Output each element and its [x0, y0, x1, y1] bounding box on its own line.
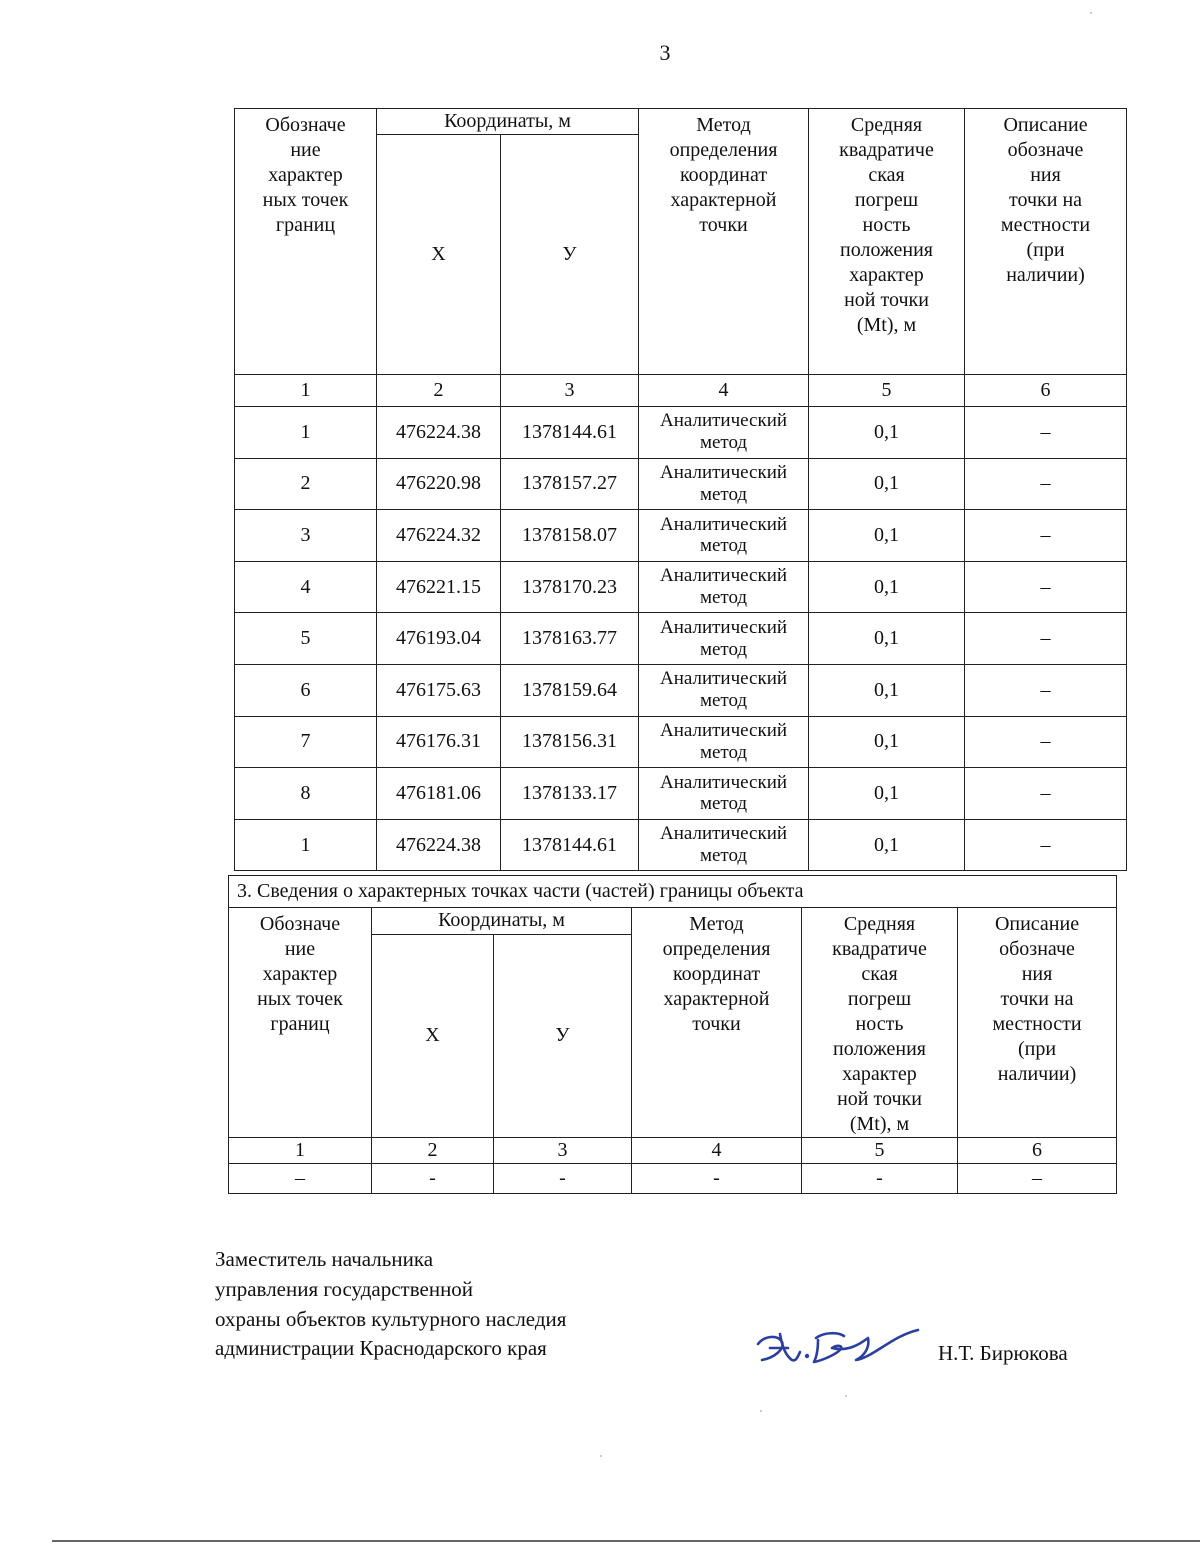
signatory-position: [215, 1245, 566, 1364]
y-coordinate: 1378156.31: [501, 716, 639, 768]
y-coordinate: 1378163.77: [501, 613, 639, 665]
table-row: [235, 613, 1127, 665]
mean-error-cell: 0,1: [809, 613, 965, 665]
method-cell: Аналитический метод: [639, 510, 809, 562]
y-coordinate: 1378144.61: [501, 819, 639, 871]
point-number: 8: [235, 768, 377, 820]
scan-speck: [845, 1395, 847, 1397]
method-cell: Аналитический метод: [639, 613, 809, 665]
x-coordinate: 476176.31: [377, 716, 501, 768]
table-row: [235, 561, 1127, 613]
header-description: Описание обозначе ния точки на местности (при наличии): [958, 908, 1117, 1138]
column-number: 4: [632, 1138, 802, 1164]
section3-table: [228, 875, 1117, 1194]
header-method: Метод определения координат характерной точки: [632, 908, 802, 1138]
description-cell: –: [965, 561, 1127, 613]
mean-error-cell: 0,1: [809, 716, 965, 768]
method-cell: Аналитический метод: [639, 407, 809, 459]
x-coordinate: 476181.06: [377, 768, 501, 820]
header-coordinates: Координаты, м: [372, 908, 632, 935]
header-point-designation: Обозначе ние характер ных точек границ: [235, 109, 377, 375]
header-x: X: [377, 135, 501, 375]
header-y: У: [501, 135, 639, 375]
point-number: 1: [235, 819, 377, 871]
x-coordinate: 476193.04: [377, 613, 501, 665]
method-cell: Аналитический метод: [639, 768, 809, 820]
method-cell: Аналитический метод: [639, 716, 809, 768]
header-mean-error: Средняя квадратиче ская погреш ность положения характер ной точки (Mt), м: [802, 908, 958, 1138]
position-line: управления государственной: [215, 1276, 474, 1301]
position-line: охраны объектов культурного наследия: [215, 1306, 567, 1331]
mean-error-cell: 0,1: [809, 664, 965, 716]
point-number: 2: [235, 458, 377, 510]
column-number: 5: [802, 1138, 958, 1164]
column-number: 3: [501, 375, 639, 407]
point-number: 1: [235, 407, 377, 459]
signer-name: Н.Т. Бирюкова: [938, 1341, 1068, 1365]
method-cell: Аналитический метод: [639, 664, 809, 716]
description-cell: –: [965, 510, 1127, 562]
header-method: Метод определения координат характерной точки: [639, 109, 809, 375]
x-coordinate: 476224.32: [377, 510, 501, 562]
scan-speck: [1090, 12, 1092, 14]
table-row: [235, 768, 1127, 820]
y-coordinate: 1378158.07: [501, 510, 639, 562]
table-row: [235, 407, 1127, 459]
scan-speck: [760, 1410, 762, 1412]
x-coordinate: 476224.38: [377, 407, 501, 459]
description-cell: –: [965, 613, 1127, 665]
y-coordinate: 1378144.61: [501, 407, 639, 459]
y-coordinate: 1378159.64: [501, 664, 639, 716]
x-coordinate: 476224.38: [377, 819, 501, 871]
method-cell: Аналитический метод: [639, 561, 809, 613]
position-line: администрации Краснодарского края: [215, 1336, 547, 1361]
x-coordinate: 476221.15: [377, 561, 501, 613]
scan-speck: [600, 1455, 602, 1457]
header-description: Описание обозначе ния точки на местности (при наличии): [965, 109, 1127, 375]
page-number: 3: [659, 40, 671, 65]
mean-error-cell: 0,1: [809, 561, 965, 613]
column-number: 6: [958, 1138, 1117, 1164]
header-x: X: [372, 934, 494, 1137]
empty-cell: -: [802, 1164, 958, 1194]
column-number-row: [229, 1138, 1117, 1164]
column-number: 2: [377, 375, 501, 407]
table-row: [235, 510, 1127, 562]
empty-row: [229, 1164, 1117, 1194]
column-number: 3: [494, 1138, 632, 1164]
empty-cell: –: [229, 1164, 372, 1194]
column-number-row: [235, 375, 1127, 407]
x-coordinate: 476175.63: [377, 664, 501, 716]
empty-cell: –: [958, 1164, 1117, 1194]
x-coordinate: 476220.98: [377, 458, 501, 510]
mean-error-cell: 0,1: [809, 510, 965, 562]
header-y: У: [494, 934, 632, 1137]
mean-error-cell: 0,1: [809, 819, 965, 871]
description-cell: –: [965, 716, 1127, 768]
point-number: 4: [235, 561, 377, 613]
point-number: 3: [235, 510, 377, 562]
column-number: 5: [809, 375, 965, 407]
y-coordinate: 1378133.17: [501, 768, 639, 820]
y-coordinate: 1378170.23: [501, 561, 639, 613]
column-number: 1: [229, 1138, 372, 1164]
point-number: 7: [235, 716, 377, 768]
position-line: Заместитель начальника: [215, 1247, 434, 1271]
column-number: 4: [639, 375, 809, 407]
coordinates-table: [234, 108, 1127, 871]
method-cell: Аналитический метод: [639, 458, 809, 510]
table-row: [235, 664, 1127, 716]
description-cell: –: [965, 407, 1127, 459]
column-number: 6: [965, 375, 1127, 407]
column-number: 2: [372, 1138, 494, 1164]
scan-edge-line: [52, 1540, 1200, 1542]
empty-cell: -: [372, 1164, 494, 1194]
empty-cell: -: [494, 1164, 632, 1194]
header-coordinates: Координаты, м: [377, 109, 639, 135]
mean-error-cell: 0,1: [809, 458, 965, 510]
section3-title: 3. Сведения о характерных точках части (частей) границы объекта: [229, 876, 1117, 908]
header-mean-error: Средняя квадратиче ская погреш ность положения характер ной точки (Mt), м: [809, 109, 965, 375]
description-cell: –: [965, 819, 1127, 871]
header-point-designation: Обозначе ние характер ных точек границ: [229, 908, 372, 1138]
coordinates-rows: [235, 407, 1127, 871]
description-cell: –: [965, 768, 1127, 820]
column-number: 1: [235, 375, 377, 407]
method-cell: Аналитический метод: [639, 819, 809, 871]
table-row: [235, 458, 1127, 510]
mean-error-cell: 0,1: [809, 407, 965, 459]
point-number: 6: [235, 664, 377, 716]
mean-error-cell: 0,1: [809, 768, 965, 820]
y-coordinate: 1378157.27: [501, 458, 639, 510]
table-row: [235, 819, 1127, 871]
handwritten-signature: [752, 1322, 927, 1374]
description-cell: –: [965, 458, 1127, 510]
empty-cell: -: [632, 1164, 802, 1194]
description-cell: –: [965, 664, 1127, 716]
table-row: [235, 716, 1127, 768]
point-number: 5: [235, 613, 377, 665]
